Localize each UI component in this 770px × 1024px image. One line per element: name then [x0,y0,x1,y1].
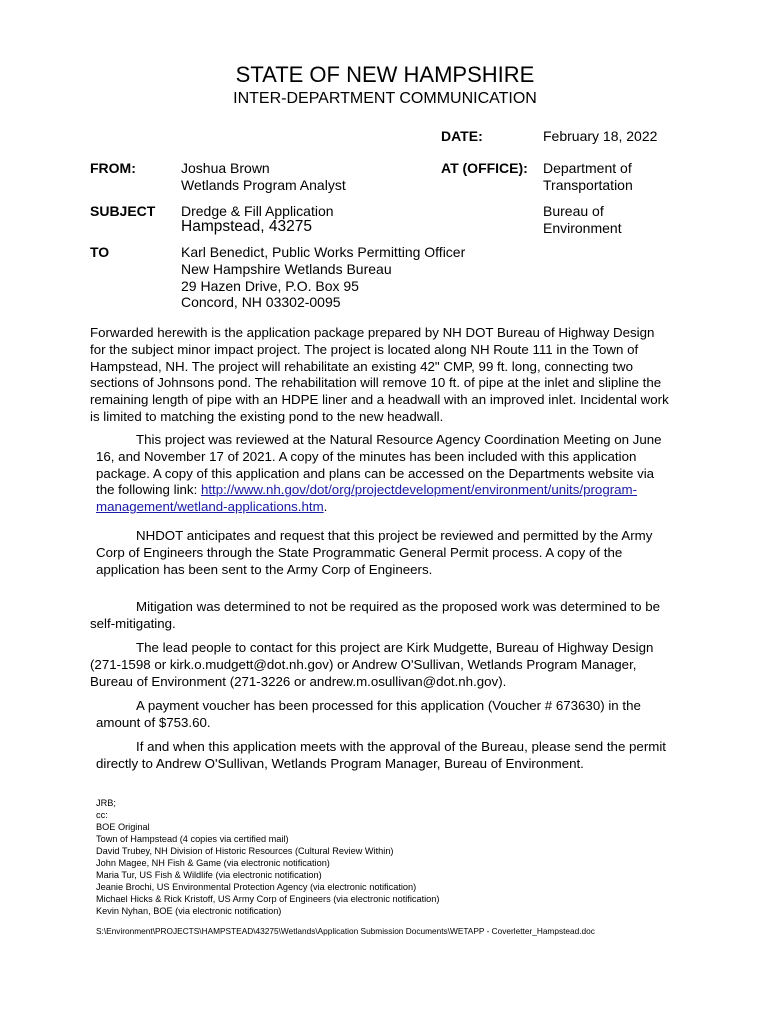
office-line-2: Transportation [543,177,633,193]
paragraph-6 [96,698,641,732]
document-subtitle: INTER-DEPARTMENT COMMUNICATION [233,90,537,107]
paragraph-3 [96,528,652,578]
paragraph-2 [96,432,662,516]
cc-line: Town of Hampstead (4 copies via certified mail) [96,834,289,844]
to-line-1: Karl Benedict, Public Works Permitting Officer [181,244,466,260]
paragraph-7 [96,739,666,773]
cc-line: Kevin Nyhan, BOE (via electronic notification) [96,906,282,916]
date-label: DATE: [441,128,483,144]
cc-line: David Trubey, NH Division of Historic Resources (Cultural Review Within) [96,846,394,856]
subject-line-1: Dredge & Fill Application [181,203,334,219]
at-office-label: AT (OFFICE): [441,160,528,176]
file-path: S:\Environment\PROJECTS\HAMPSTEAD\43275\Wetlands\Application Submission Documents\WETAPP - Coverletter_Hampstead.doc [96,926,595,936]
paragraph-line: 16, and November 17 of 2021. A copy of the minutes has been included with this application [96,448,637,464]
paragraph-line: package. A copy of this application and plans can be accessed on the Departments website via [96,465,655,481]
paragraph-4 [90,599,660,633]
from-name: Joshua Brown [181,160,270,176]
paragraph-line: Mitigation was determined to not be required as the proposed work was determined to be [136,599,661,614]
paragraph-line: If and when this application meets with the approval of the Bureau, please send the permit [136,739,666,754]
from-label: FROM: [90,160,136,176]
paragraph-5 [90,640,653,690]
cc-line: Jeanie Brochi, US Environmental Protection Agency (via electronic notification) [96,882,417,892]
office-line-1: Department of [543,160,632,176]
to-line-3: 29 Hazen Drive, P.O. Box 95 [181,278,359,294]
cc-line: John Magee, NH Fish & Game (via electronic notification) [96,858,330,868]
cc-line: Maria Tur, US Fish & Wildlife (via electronic notification) [96,870,322,880]
paragraph-line: for the subject minor impact project. The project is located along NH Route 111 in the Town of [90,341,639,357]
subject-label: SUBJECT [90,203,156,219]
paragraph-line: is limited to matching the existing pond to the new headwall. [90,408,444,424]
subject-line-2: Hampstead, 43275 [181,218,312,235]
paragraph-line: remaining length of pipe with an HDPE liner and a headwall with an improved inlet. Incidental work [90,392,669,408]
office-line-4: Environment [543,220,622,236]
paragraph-1 [90,325,669,426]
office-line-3: Bureau of [543,203,604,219]
cc-list [96,797,439,917]
to-label: TO [90,244,110,260]
paragraph-line: Hampstead, NH. The project will rehabilitate an existing 42" CMP, 99 ft. long, connecting two [90,358,634,374]
wetland-applications-link[interactable]: http://www.nh.gov/dot/org/projectdevelopment/environment/units/program- [200,482,638,498]
paragraph-line: This project was reviewed at the Natural Resource Agency Coordination Meeting on June [136,432,662,447]
paragraph-line: application has been sent to the Army Corp of Engineers. [96,561,433,577]
paragraph-line: Corp of Engineers through the State Programmatic General Permit process. A copy of the [96,544,623,560]
to-line-2: New Hampshire Wetlands Bureau [181,261,392,277]
link-suffix: . [323,499,328,515]
paragraph-line: amount of $753.60. [96,714,211,730]
paragraph-line: Bureau of Environment (271-3226 or andrew.m.osullivan@dot.nh.gov). [90,673,507,689]
cc-line: JRB; [96,798,116,808]
paragraph-line: (271-1598 or kirk.o.mudgett@dot.nh.gov) or Andrew O'Sullivan, Wetlands Program Manager, [90,656,637,672]
to-line-4: Concord, NH 03302-0095 [181,294,341,310]
paragraph-line: directly to Andrew O'Sullivan, Wetlands Program Manager, Bureau of Environment. [96,755,584,771]
paragraph-line: A payment voucher has been processed for this application (Voucher # 673630) in the [136,698,641,713]
date-value: February 18, 2022 [543,128,658,144]
cc-line: BOE Original [96,822,150,832]
cc-line: Michael Hicks & Rick Kristoff, US Army Corp of Engineers (via electronic notification) [96,894,440,904]
wetland-applications-link-continued[interactable]: management/wetland-applications.htm [96,499,324,515]
paragraph-line: NHDOT anticipates and request that this project be reviewed and permitted by the Army [136,528,653,543]
link-prefix: the following link: [96,482,201,498]
paragraph-line: Forwarded herewith is the application package prepared by NH DOT Bureau of Highway Design [90,325,655,340]
from-title: Wetlands Program Analyst [181,177,346,193]
cc-line: cc: [96,810,108,820]
document-title: STATE OF NEW HAMPSHIRE [235,62,535,87]
paragraph-line: sections of Johnsons pond. The rehabilitation will remove 10 ft. of pipe at the inlet and slipline the [90,375,662,391]
paragraph-line: The lead people to contact for this project are Kirk Mudgette, Bureau of Highway Design [136,640,654,655]
paragraph-line: self-mitigating. [90,615,176,631]
